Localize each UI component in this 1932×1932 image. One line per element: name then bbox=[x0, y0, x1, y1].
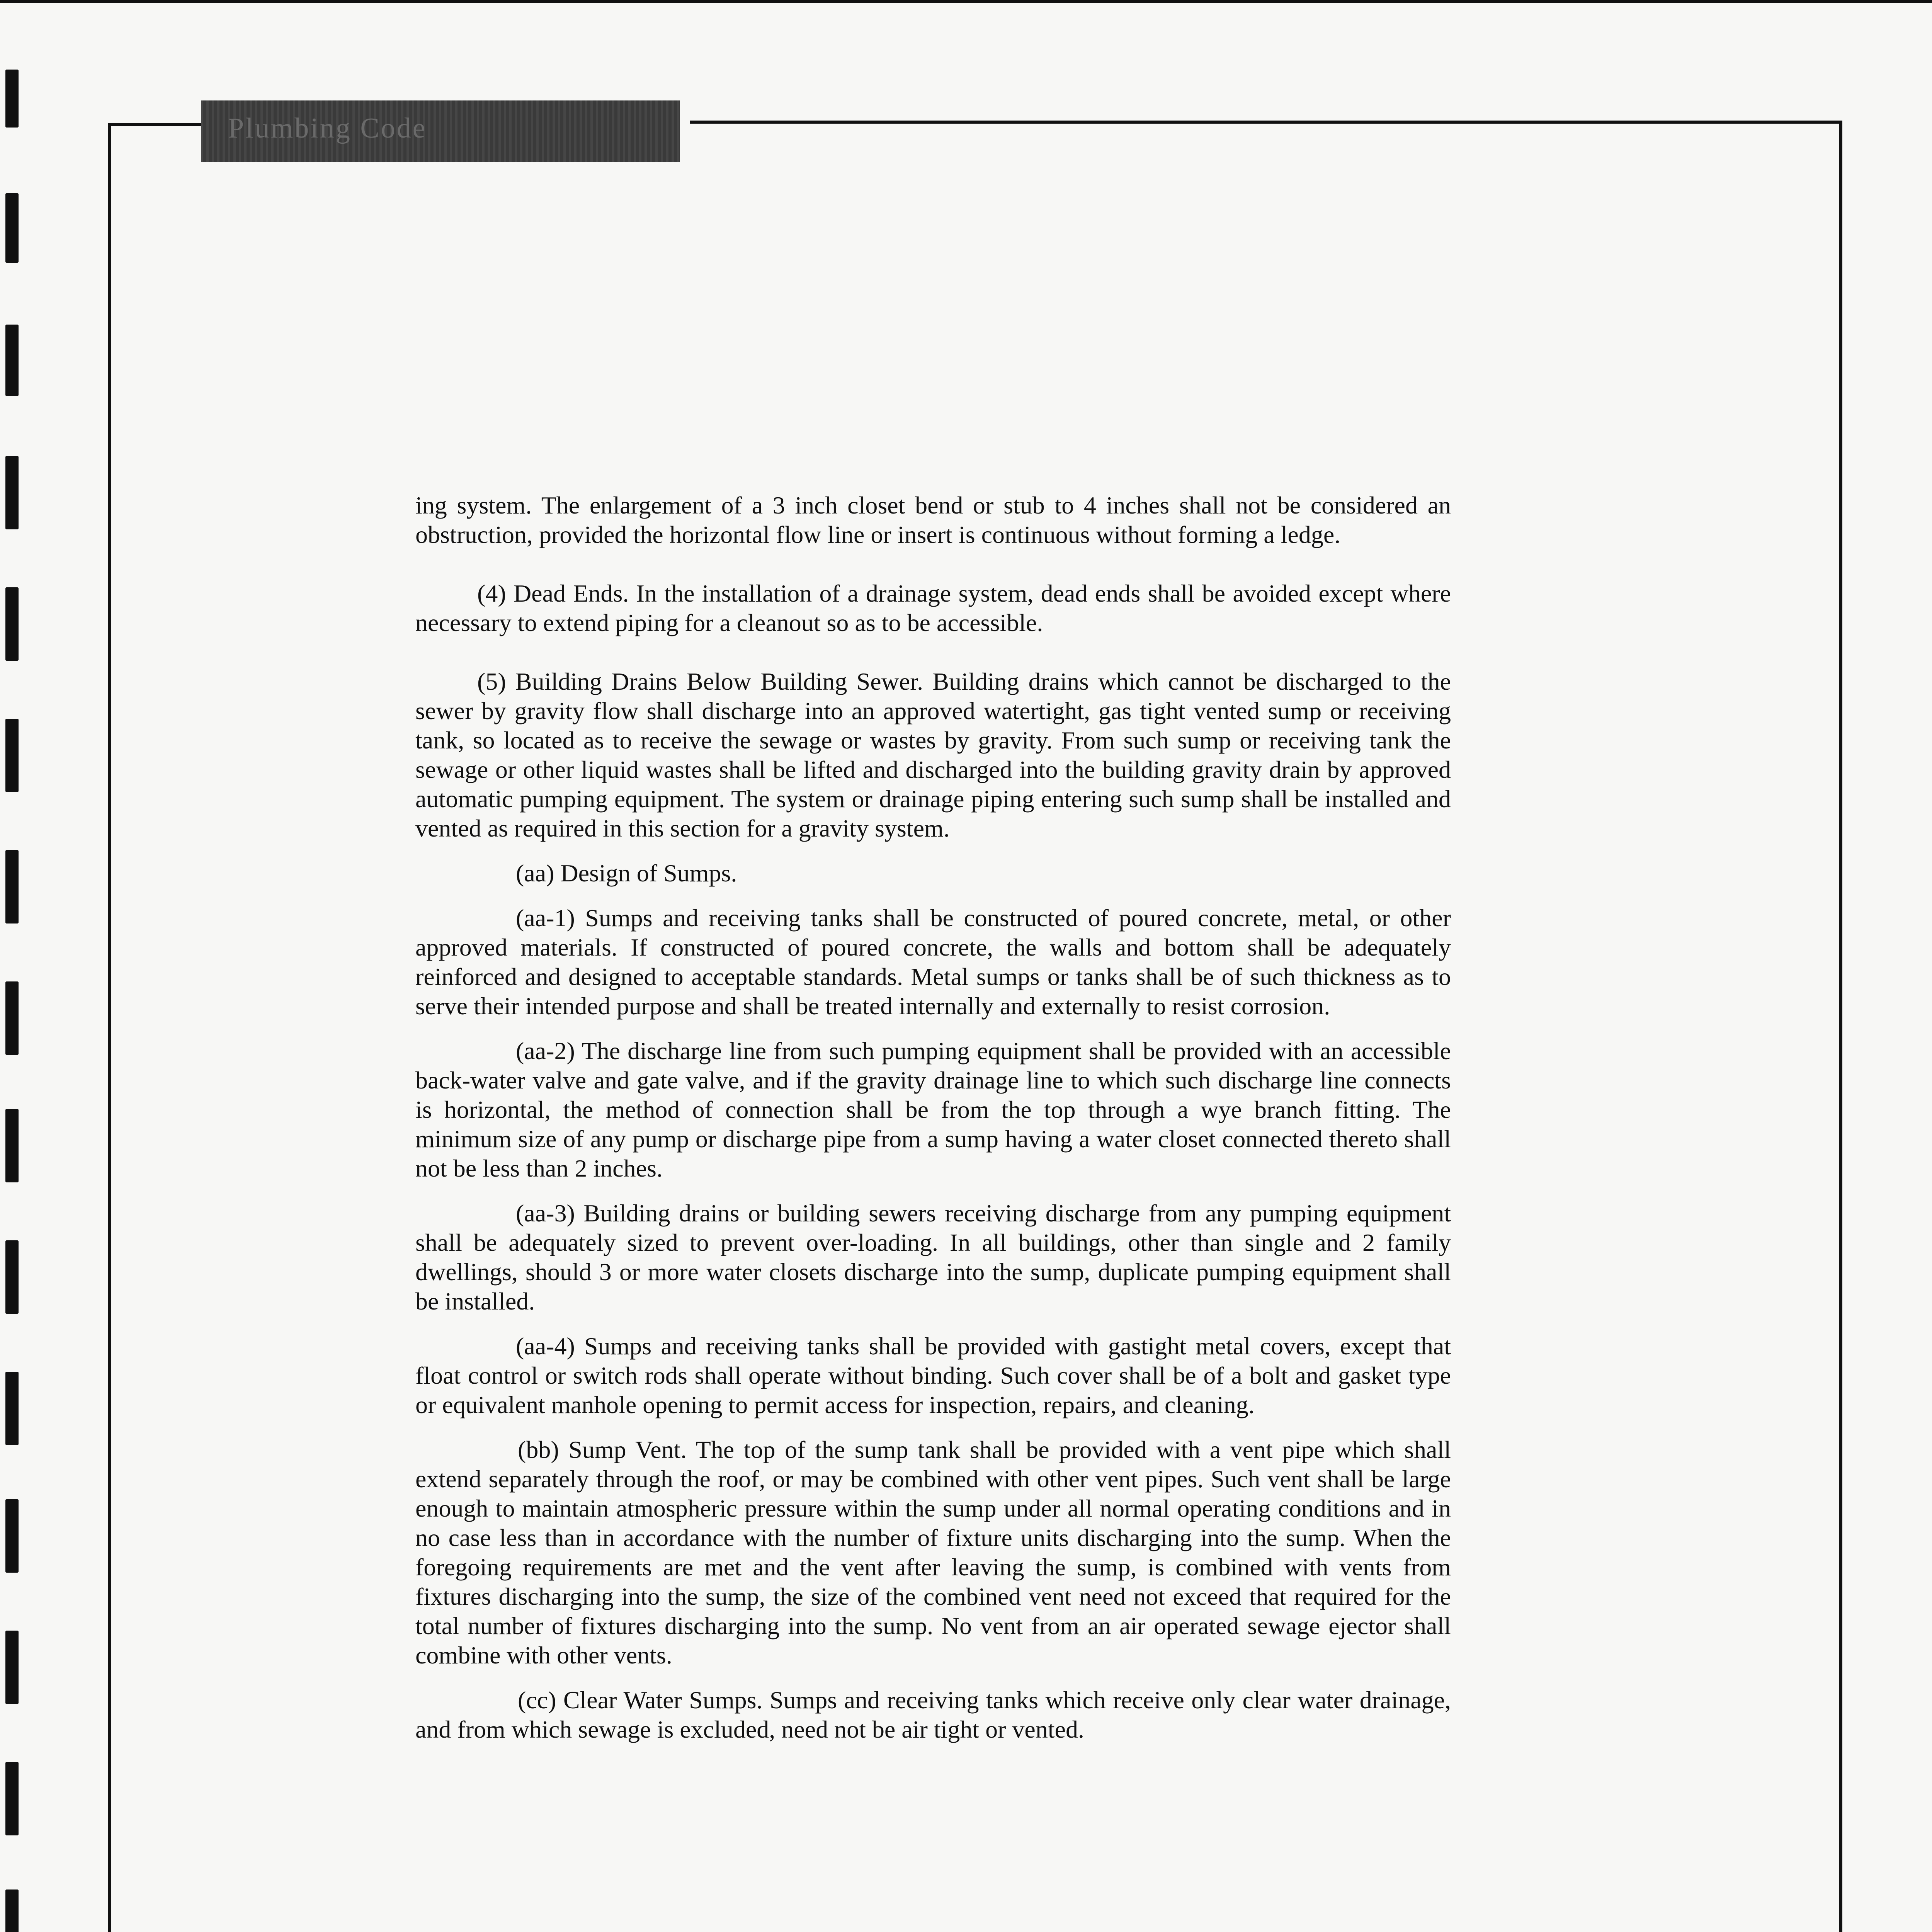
binder-punch-mark bbox=[5, 193, 19, 263]
running-head-text: Plumbing Code bbox=[228, 112, 427, 144]
binder-punch-mark bbox=[5, 719, 19, 792]
paragraph-dead-ends: (4) Dead Ends. In the installation of a drainage system, dead ends shall be avoided except where necessary to extend piping for a cleanout so as to be accessible. bbox=[415, 580, 1451, 636]
binder-punch-mark bbox=[5, 850, 19, 923]
binder-punch-mark bbox=[5, 1889, 19, 1932]
heading-design-of-sumps: (aa) Design of Sumps. bbox=[516, 859, 737, 887]
frame-top-left-line bbox=[108, 123, 201, 126]
paragraph-aa-3: (aa-3) Building drains or building sewers receiving discharge from any pumping equipment shall be adequately sized to prevent over-loading. In all buildings, other than single and 2 family dwellings, should 3 or more water closets discharge into the sump, duplicate pumping equipment shall be installed. bbox=[415, 1199, 1451, 1315]
binder-punch-mark bbox=[5, 1109, 19, 1182]
binder-punch-mark bbox=[5, 1372, 19, 1445]
paragraph-clear-water-sumps: (cc) Clear Water Sumps. Sumps and receiving tanks which receive only clear water drainage, and from which sewage is excluded, need not be air tight or vented. bbox=[415, 1686, 1451, 1743]
paragraph-aa-4: (aa-4) Sumps and receiving tanks shall be provided with gastight metal covers, except that float control or switch rods shall operate without binding. Such cover shall be of a bolt and gasket type or equivalent manhole opening to permit access for inspection, repairs, and cleaning. bbox=[415, 1332, 1451, 1418]
frame-right-line bbox=[1839, 121, 1842, 1932]
binder-punch-mark bbox=[5, 70, 19, 128]
frame-left-line bbox=[108, 123, 111, 1932]
binder-punch-mark bbox=[5, 587, 19, 661]
paragraph-sump-vent: (bb) Sump Vent. The top of the sump tank shall be provided with a vent pipe which shall extend separately through the roof, or may be combined with other vent pipes. Such vent shall be large enough to maintain atmospheric pressure within the sump under all normal operating conditions and in no case less than in accordance with the number of fixture units discharging into the sump. When the foregoing requirements are met and the vent after leaving the sump, is combined with vents from fixtures discharging into the sump, the size of the combined vent need not exceed that required for the total number of fixtures discharging into the sump. No vent from an air operated sewage ejector shall combine with other vents. bbox=[415, 1436, 1451, 1669]
frame-top-right-line bbox=[690, 121, 1842, 124]
binder-punch-mark bbox=[5, 1631, 19, 1704]
binder-punch-mark bbox=[5, 456, 19, 529]
binder-punch-mark bbox=[5, 1762, 19, 1835]
binder-punch-mark bbox=[5, 1499, 19, 1573]
running-head-block bbox=[201, 100, 680, 162]
binder-punch-mark bbox=[5, 1240, 19, 1314]
paragraph-aa-1: (aa-1) Sumps and receiving tanks shall be constructed of poured concrete, metal, or other approved materials. If constructed of poured concrete, the walls and bottom shall be adequately reinforced and designed to acceptable standards. Metal sumps or tanks shall be of such thickness as to serve their intended purpose and shall be treated internally and externally to resist corrosion. bbox=[415, 904, 1451, 1020]
binder-punch-mark bbox=[5, 325, 19, 396]
page-top-rule bbox=[0, 0, 1932, 3]
binder-punch-mark bbox=[5, 981, 19, 1055]
paragraph-aa-2: (aa-2) The discharge line from such pumping equipment shall be provided with an accessible back-water valve and gate valve, and if the gravity drainage line to which such discharge line connects is horizontal, the method of connection shall be from the top through a wye branch fitting. The minimum size of any pump or discharge pipe from a sump having a water closet connected thereto shall not be less than 2 inches. bbox=[415, 1037, 1451, 1182]
paragraph-building-drains: (5) Building Drains Below Building Sewer. Building drains which cannot be discharged to the sewer by gravity flow shall discharge into an approved watertight, gas tight vented sump or receiving tank, so located as to receive the sewage or wastes by gravity. From such sump or receiving tank the sewage or other liquid wastes shall be lifted and discharged into the building gravity drain by approved automatic pumping equipment. The system or drainage piping entering such sump shall be installed and vented as required in this section for a gravity system. bbox=[415, 668, 1451, 842]
paragraph-continuation: ing system. The enlargement of a 3 inch closet bend or stub to 4 inches shall not be considered an obstruction, provided the horizontal flow line or insert is continuous without forming a ledge. bbox=[415, 492, 1451, 548]
document-body bbox=[415, 491, 1451, 1744]
